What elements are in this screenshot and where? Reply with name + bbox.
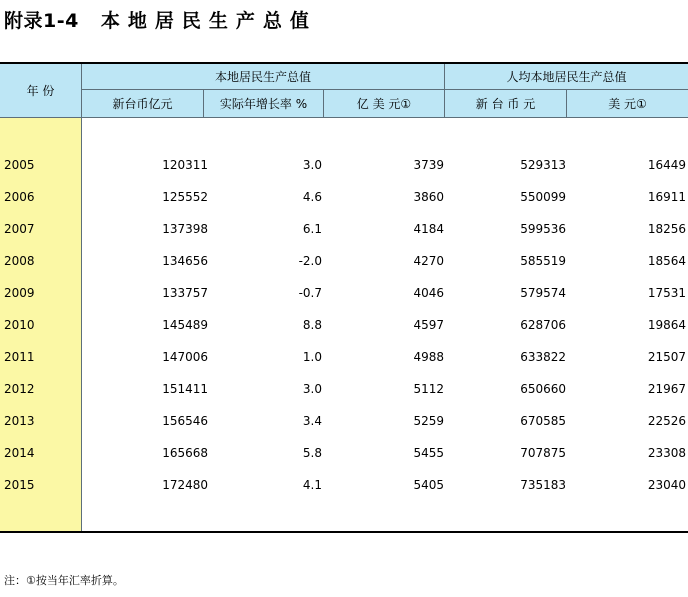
header-per-capita-group: 人均本地居民生产总值 <box>445 64 688 89</box>
cell-growth: 3.0 <box>302 382 322 396</box>
cell-year: 2011 <box>4 350 35 364</box>
header-col-pc-ntd: 新 台 币 元 <box>445 90 566 117</box>
cell-pc-ntd: 735183 <box>520 478 566 492</box>
cell-growth: 5.8 <box>302 446 322 460</box>
cell-ntd: 137398 <box>162 222 208 236</box>
table-row <box>0 155 688 175</box>
cell-ntd: 147006 <box>162 350 208 364</box>
header-col-ntd: 新台币亿元 <box>82 90 203 117</box>
grid-line <box>323 89 324 118</box>
cell-year: 2005 <box>4 158 35 172</box>
cell-year: 2010 <box>4 318 35 332</box>
cell-pc-usd: 21967 <box>647 382 686 396</box>
cell-usd: 4184 <box>413 222 444 236</box>
cell-usd: 4597 <box>413 318 444 332</box>
table-row <box>0 475 688 495</box>
table-row <box>0 411 688 431</box>
cell-growth: 6.1 <box>302 222 322 236</box>
cell-pc-ntd: 633822 <box>520 350 566 364</box>
cell-usd: 4988 <box>413 350 444 364</box>
table-row <box>0 443 688 463</box>
appendix-number: 附录1-4 <box>4 10 79 32</box>
cell-pc-ntd: 670585 <box>520 414 566 428</box>
grid-line <box>203 89 204 118</box>
header-col-usd: 亿 美 元① <box>324 90 444 117</box>
cell-growth: 3.4 <box>302 414 322 428</box>
cell-year: 2006 <box>4 190 35 204</box>
table-row <box>0 315 688 335</box>
cell-year: 2013 <box>4 414 35 428</box>
cell-ntd: 172480 <box>162 478 208 492</box>
cell-ntd: 120311 <box>162 158 208 172</box>
cell-pc-usd: 18256 <box>647 222 686 236</box>
grid-line <box>81 89 688 90</box>
table-bottom-rule <box>0 531 688 533</box>
cell-year: 2007 <box>4 222 35 236</box>
table-title: 本地居民生产总值 <box>100 10 317 32</box>
cell-ntd: 125552 <box>162 190 208 204</box>
cell-pc-usd: 16449 <box>647 158 686 172</box>
cell-pc-ntd: 628706 <box>520 318 566 332</box>
header-year: 年 份 <box>0 64 81 117</box>
cell-year: 2008 <box>4 254 35 268</box>
cell-pc-ntd: 585519 <box>520 254 566 268</box>
cell-pc-ntd: 579574 <box>520 286 566 300</box>
cell-growth: -0.7 <box>298 286 322 300</box>
cell-pc-ntd: 529313 <box>520 158 566 172</box>
cell-pc-usd: 18564 <box>647 254 686 268</box>
cell-usd: 3739 <box>413 158 444 172</box>
cell-year: 2014 <box>4 446 35 460</box>
cell-pc-usd: 16911 <box>647 190 686 204</box>
cell-growth: 1.0 <box>302 350 322 364</box>
table-row <box>0 379 688 399</box>
table-row <box>0 219 688 239</box>
cell-usd: 5259 <box>413 414 444 428</box>
cell-pc-ntd: 707875 <box>520 446 566 460</box>
cell-ntd: 156546 <box>162 414 208 428</box>
cell-ntd: 133757 <box>162 286 208 300</box>
grid-line <box>0 117 688 118</box>
table-row <box>0 251 688 271</box>
cell-pc-ntd: 550099 <box>520 190 566 204</box>
cell-pc-usd: 23040 <box>647 478 686 492</box>
cell-year: 2009 <box>4 286 35 300</box>
cell-pc-usd: 21507 <box>647 350 686 364</box>
cell-growth: 4.1 <box>302 478 322 492</box>
cell-ntd: 151411 <box>162 382 208 396</box>
cell-pc-usd: 22526 <box>647 414 686 428</box>
table-row <box>0 347 688 367</box>
cell-ntd: 134656 <box>162 254 208 268</box>
cell-usd: 4270 <box>413 254 444 268</box>
cell-growth: 4.6 <box>302 190 322 204</box>
grid-line <box>444 64 445 118</box>
header-gdp-group: 本地居民生产总值 <box>82 64 444 89</box>
header-col-pc-usd: 美 元① <box>567 90 688 117</box>
cell-growth: 3.0 <box>302 158 322 172</box>
cell-ntd: 145489 <box>162 318 208 332</box>
table-row <box>0 187 688 207</box>
page-title <box>4 6 317 33</box>
cell-pc-ntd: 599536 <box>520 222 566 236</box>
grid-line <box>566 89 567 118</box>
cell-pc-usd: 23308 <box>647 446 686 460</box>
cell-growth: -2.0 <box>298 254 322 268</box>
table-row <box>0 283 688 303</box>
cell-pc-ntd: 650660 <box>520 382 566 396</box>
cell-usd: 3860 <box>413 190 444 204</box>
cell-usd: 4046 <box>413 286 444 300</box>
cell-ntd: 165668 <box>162 446 208 460</box>
grid-line <box>81 64 82 118</box>
cell-pc-usd: 17531 <box>647 286 686 300</box>
cell-usd: 5455 <box>413 446 444 460</box>
cell-usd: 5112 <box>413 382 444 396</box>
cell-growth: 8.8 <box>302 318 322 332</box>
header-col-growth: 实际年增长率 % <box>204 90 323 117</box>
cell-year: 2015 <box>4 478 35 492</box>
cell-usd: 5405 <box>413 478 444 492</box>
cell-pc-usd: 19864 <box>647 318 686 332</box>
footnote: 注：①按当年汇率折算。 <box>4 574 124 587</box>
cell-year: 2012 <box>4 382 35 396</box>
